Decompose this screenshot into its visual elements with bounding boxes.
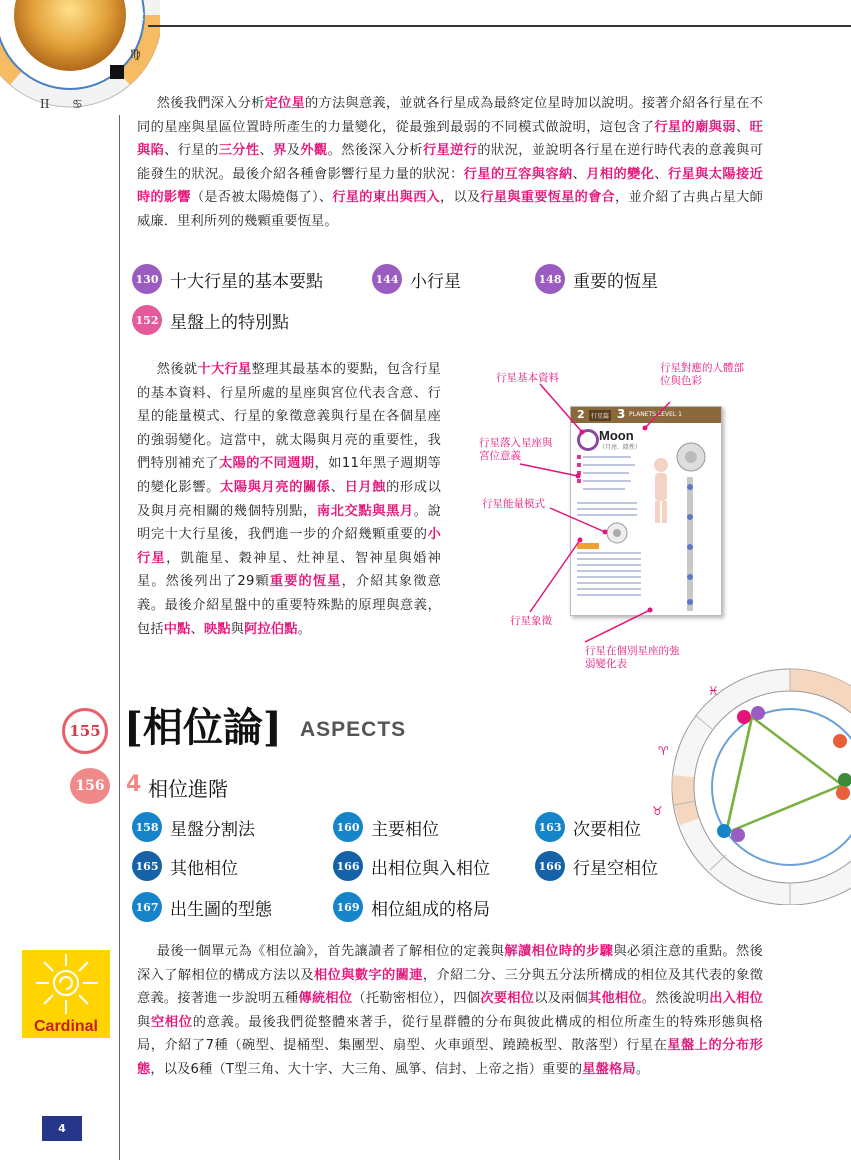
highlight-term: 映點: [203, 621, 231, 637]
annotation-body: 行星對應的人體部位與色彩: [660, 362, 744, 387]
paragraph-text: 然後就: [156, 362, 198, 377]
svg-text:♋: ♋: [72, 97, 83, 111]
highlight-term: 太陽與月亮的關係: [220, 479, 331, 495]
paragraph-text: 及: [286, 143, 301, 159]
highlight-term: 三分性: [218, 143, 260, 159]
annotation-basic: 行星基本資料: [496, 372, 559, 384]
highlight-term: 界: [273, 143, 287, 159]
section-title-en: ASPECTS: [300, 718, 407, 741]
highlight-term: 旺與陷: [137, 119, 764, 159]
page-badge: 130: [132, 264, 162, 294]
paragraph-text: 、: [330, 479, 345, 495]
paragraph-text: 、: [654, 166, 668, 182]
paragraph-text: ，介紹二分、三分與五分法所構成的相位及其代表的象徵意義。接著進一步說明五種: [137, 967, 763, 1007]
paragraph-text: 整理其最基本的要點，包含行星的基本資料、行星所處的星座與宮位代表含意、行星的能量模式、行星的象徵意義與行星在各個星座的強弱變化。這當中，就太陽與月亮的重要性，我們特別補充了: [137, 362, 441, 472]
paragraph-text: ，如11年黑子週期等的變化影響。: [137, 456, 442, 495]
highlight-term: 傳統相位: [298, 991, 353, 1007]
highlight-term: 其他相位: [588, 991, 642, 1007]
topic-label: 十大行星的基本要點: [170, 271, 323, 292]
topic-165[interactable]: [132, 851, 238, 881]
paragraph-text: 、: [572, 166, 587, 182]
paragraph-text: ，以及: [440, 190, 481, 206]
paragraph-text: 最後一個單元為《相位論》，首先讓讀者了解相位的定義與: [156, 944, 505, 959]
highlight-term: 次要相位: [480, 991, 535, 1007]
paragraph-text: ，並介紹了古典占星大師威廉．里利所列的幾顆重要恆星。: [137, 190, 763, 229]
topic-148[interactable]: [535, 264, 658, 294]
sample-level: 3: [617, 407, 626, 421]
page-badge: 163: [535, 812, 565, 842]
topic-144[interactable]: [372, 264, 461, 294]
page-badge: 144: [372, 264, 402, 294]
topic-label: 重要的恆星: [573, 271, 658, 292]
intro-paragraph-2: [137, 358, 441, 641]
natal-chart-decoration: [640, 665, 851, 905]
paragraph-text: 。然後說明: [641, 991, 710, 1007]
highlight-term: 小行星: [137, 527, 441, 566]
topic-label: 次要相位: [573, 819, 641, 840]
paragraph-text: 以及兩個: [534, 991, 589, 1007]
highlight-term: 行星的東出與西入: [332, 190, 440, 206]
paragraph-text: 。然後深入分析: [327, 143, 423, 159]
paragraph-text: 的方法與意義，並就各行星成為最終定位星時加以說明。接著介紹各行星在不同的星座與星區位置時所產生的力量變化，從最強到最弱的不同模式做說明，這包含了: [137, 96, 763, 135]
highlight-term: 定位星: [264, 96, 305, 111]
page-badge: 158: [132, 812, 162, 842]
page-number: 4: [42, 1116, 82, 1141]
highlight-term: 行星的互容與容納: [463, 166, 573, 182]
page-badge: 165: [132, 851, 162, 881]
highlight-term: 解讀相位時的步驟: [504, 944, 614, 959]
topic-label: 出生圖的型態: [170, 899, 272, 920]
paragraph-text: 然後我們深入分析: [156, 96, 265, 111]
paragraph-text: 的形成以及與月亮相關的幾個特別點，: [137, 479, 441, 519]
paragraph-text: 、: [259, 143, 274, 159]
page-badge: 148: [535, 264, 565, 294]
highlight-term: 南北交點與黑月: [316, 503, 414, 519]
topic-130[interactable]: [132, 264, 323, 294]
highlight-term: 阿拉伯點: [244, 621, 298, 637]
sample-level-text: PLANETS LEVEL 1: [629, 411, 682, 418]
topic-label: 小行星: [410, 271, 461, 292]
annotation-house: 行星落入星座與宮位意義: [479, 437, 553, 462]
top-rule: [148, 25, 851, 27]
page-badge: 166: [333, 851, 363, 881]
paragraph-text: （是否被太陽燒傷了）、: [190, 190, 333, 206]
paragraph-text: 。說明完十大行星後，我們進一步的介紹幾顆重要的: [137, 503, 441, 543]
highlight-term: 十大行星: [197, 362, 252, 377]
paragraph-text: 的狀況，並說明各行星在逆行時代表的意義與可能發生的狀況。最後介紹各種會影響行星力量的狀況：: [137, 143, 764, 182]
logo-text: Cardinal: [33, 1018, 98, 1035]
topic-160[interactable]: [333, 812, 439, 842]
topic-label: 出相位與入相位: [371, 858, 490, 879]
chapter-index: 4: [126, 772, 142, 797]
topic-169[interactable]: [333, 892, 490, 922]
highlight-term: 日月蝕: [344, 479, 387, 495]
paragraph-text: 、行星的: [164, 143, 219, 159]
topic-label: 其他相位: [170, 858, 238, 879]
topic-label: 星盤分割法: [170, 819, 255, 840]
paragraph-text: ，介紹其象徵意義。最後介紹星盤中的重要特殊點的原理與意義，包括: [137, 574, 441, 637]
topic-166a[interactable]: [333, 851, 490, 881]
annotation-energy: 行星能量模式: [482, 498, 545, 510]
paragraph-text: ，凱龍星、穀神星、灶神星、智神星與婚神星。然後列出了29顆: [137, 550, 441, 590]
annotation-arrows: [470, 360, 730, 670]
svg-text:♍: ♍: [130, 47, 141, 61]
highlight-term: 相位與數字的關連: [313, 967, 423, 983]
svg-text:♉: ♉: [652, 804, 663, 818]
highlight-term: 行星與太陽接近時的影響: [137, 166, 764, 206]
svg-text:♌: ♌: [135, 9, 146, 23]
highlight-term: 空相位: [150, 1014, 193, 1030]
paragraph-text: 、: [736, 119, 750, 135]
paragraph-text: （托勒密相位），四個: [352, 991, 481, 1007]
section-page-badge: 155: [62, 708, 108, 754]
highlight-term: 行星與重要恆星的會合: [480, 190, 615, 206]
paragraph-text: 的意義。最後我們從整體來著手，從行星群體的分布與彼此構成的相位所產生的特殊形態與格局，介紹了7種（碗型、提桶型、集團型、扇型、火車頭型、蹺蹺板型、散落型）行星在: [137, 1014, 764, 1054]
sample-planet-sub: （月亮．陰性）: [599, 444, 642, 451]
annotation-strength: 行星在個別星座的強弱變化表: [585, 645, 680, 670]
chapter-title: 相位進階: [148, 777, 228, 801]
highlight-term: 外觀: [300, 143, 328, 159]
sample-chapter: 2: [577, 408, 585, 421]
sample-planet: Moon: [599, 428, 634, 443]
paragraph-text: ，以及6種（T型三角、大十字、大三角、風箏、信封、上帝之指）重要的: [150, 1061, 583, 1077]
highlight-term: 太陽的不同週期: [218, 456, 315, 472]
topic-label: 星盤上的特別點: [170, 312, 289, 333]
paragraph-text: 與必須注意的重點。然後深入了解相位的構成方法以及: [137, 944, 763, 983]
topic-label: 相位組成的格局: [371, 899, 490, 920]
highlight-term: 月相的變化: [586, 166, 655, 182]
highlight-term: 星盤格局: [582, 1061, 636, 1077]
margin-rule: [119, 115, 120, 1160]
paragraph-text: 與: [230, 621, 245, 637]
page-badge: 167: [132, 892, 162, 922]
page-badge: 166: [535, 851, 565, 881]
page-badge: 169: [333, 892, 363, 922]
annotation-symbol: 行星象徵: [510, 615, 552, 627]
paragraph-text: 。: [297, 621, 312, 637]
paragraph-text: 。: [635, 1061, 650, 1077]
chapter-page-badge: 156: [70, 768, 110, 804]
svg-text:♓: ♓: [708, 684, 719, 698]
svg-text:♈: ♈: [658, 744, 669, 758]
topic-label: 行星空相位: [573, 858, 658, 879]
topic-152[interactable]: [132, 305, 289, 335]
paragraph-text: 、: [190, 621, 204, 637]
sample-tag: 行星篇: [589, 410, 611, 421]
page-badge: 152: [132, 305, 162, 335]
highlight-term: 行星的廟與弱: [654, 119, 736, 135]
svg-text:II: II: [40, 97, 50, 111]
page-badge: 160: [333, 812, 363, 842]
highlight-term: 重要的恆星: [269, 574, 342, 590]
highlight-term: 中點: [163, 621, 191, 637]
topic-167[interactable]: [132, 892, 272, 922]
topic-label: 主要相位: [371, 819, 439, 840]
intro-paragraph-3: [137, 940, 763, 1082]
paragraph-text: 與: [137, 1014, 151, 1030]
topic-158[interactable]: [132, 812, 255, 842]
highlight-term: 星盤上的分布形態: [137, 1038, 764, 1077]
zodiac-wheel-decoration: [0, 0, 160, 130]
intro-paragraph-1: [137, 92, 763, 234]
topic-163[interactable]: [535, 812, 641, 842]
highlight-term: 出入相位: [709, 991, 763, 1007]
section-title: [相位論]: [124, 704, 282, 751]
highlight-term: 行星逆行: [422, 143, 478, 159]
